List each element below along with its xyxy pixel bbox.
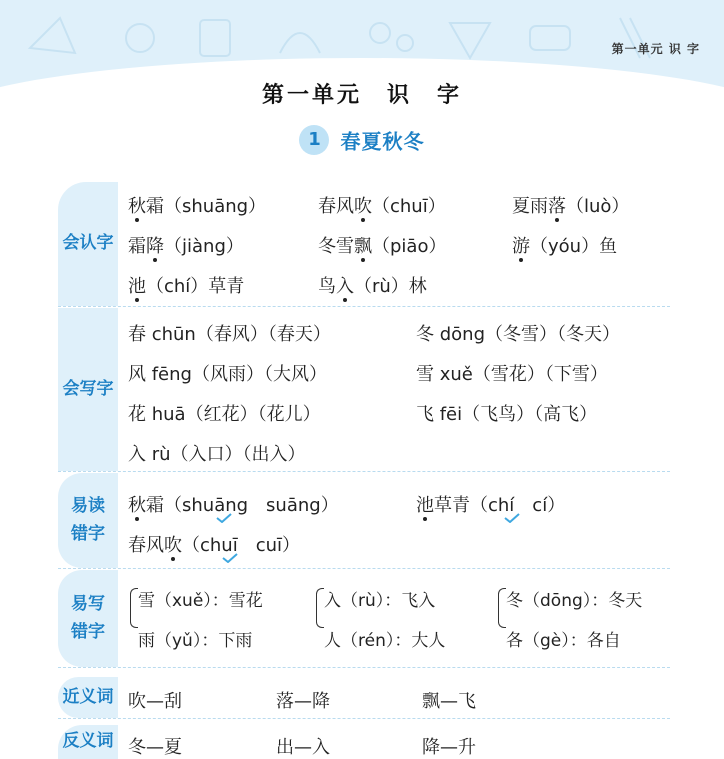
char: 飘 [354, 236, 372, 257]
char: 入 [336, 276, 354, 297]
section-label: 会认字 [58, 182, 118, 306]
char: 落 [548, 196, 566, 217]
brace-icon [498, 588, 506, 628]
brace-icon [130, 588, 138, 628]
char: 游 [512, 236, 530, 257]
char: 秋 [128, 196, 146, 217]
entry: 池草青（chí cí） [416, 495, 566, 516]
section-content [128, 473, 670, 568]
word-pair: 吹—刮 [128, 691, 182, 712]
char: 吹 [164, 535, 182, 556]
word-pair: 落—降 [276, 691, 330, 712]
lesson-number-badge: 1 [299, 125, 329, 155]
section-content [128, 182, 670, 306]
section-miswrite [58, 570, 670, 668]
section-misread [58, 473, 670, 569]
word-pair: 冬—夏 [128, 737, 182, 758]
entry: 飞 fēi（飞鸟）（高飞） [416, 404, 598, 425]
section-write [58, 308, 670, 472]
section-content [128, 308, 670, 471]
section-content [128, 570, 670, 667]
section-antonym [58, 725, 670, 759]
entry: 秋霜（shuāng） [128, 196, 267, 217]
word-pair: 降—升 [422, 737, 476, 758]
entry: 冬（dōng）：冬天 [506, 591, 643, 611]
section-synonym [58, 677, 670, 719]
entry: 春 chūn（春风）（春天） [128, 324, 331, 345]
section-recognize [58, 182, 670, 307]
char: 秋 [128, 495, 146, 516]
entry: 秋霜（shuāng suāng） [128, 495, 339, 516]
page-title: 第一单元 识 字 [261, 83, 462, 108]
brace-icon [316, 588, 324, 628]
section-label: 近义词 [58, 677, 118, 718]
entry: 霜降（jiàng） [128, 236, 244, 257]
section-label [58, 473, 118, 568]
entry: 雪 xuě（雪花）（下雪） [416, 364, 608, 385]
char: 池 [128, 276, 146, 297]
word-pair: 飘—飞 [422, 691, 476, 712]
entry: 入 rù（入口）（出入） [128, 444, 306, 465]
entry: 冬雪飘（piāo） [318, 236, 447, 257]
char: 降 [146, 236, 164, 257]
entry: 雨（yǔ）：下雨 [138, 631, 253, 651]
entry: 鸟入（rù）林 [318, 276, 427, 297]
check-mark-icon [222, 553, 238, 563]
label-line: 错字 [71, 523, 105, 544]
lesson-name: 春夏秋冬 [340, 129, 425, 154]
section-label: 会写字 [58, 308, 118, 471]
entry: 风 fēng（风雨）（大风） [128, 364, 327, 385]
entry: 夏雨落（luò） [512, 196, 630, 217]
word-pair: 出—入 [276, 737, 330, 758]
lesson-heading [0, 125, 724, 155]
check-mark-icon [504, 513, 520, 523]
entry: 人（rén）：大人 [324, 631, 446, 651]
section-label [58, 570, 118, 667]
entry: 雪（xuě）：雪花 [138, 591, 263, 611]
entry: 冬 dōng（冬雪）（冬天） [416, 324, 620, 345]
section-content [128, 725, 670, 759]
entry: 各（gè）：各自 [506, 631, 621, 651]
entry: 花 huā（红花）（花儿） [128, 404, 321, 425]
entry: 入（rù）：飞入 [324, 591, 436, 611]
unit-tag: 第一单元 识 字 [611, 42, 700, 56]
entry: 春风吹（chuī） [318, 196, 446, 217]
entry: 春风吹（chuī cuī） [128, 535, 301, 556]
label-line: 错字 [71, 621, 105, 642]
label-line: 易写 [71, 594, 105, 615]
section-content [128, 677, 670, 718]
section-label: 反义词 [58, 725, 118, 759]
label-line: 易读 [71, 496, 105, 517]
check-mark-icon [216, 513, 232, 523]
char: 吹 [354, 196, 372, 217]
entry: 游（yóu）鱼 [512, 236, 618, 257]
header-curve [0, 58, 724, 178]
char: 池 [416, 495, 434, 516]
entry: 池（chí）草青 [128, 276, 245, 297]
